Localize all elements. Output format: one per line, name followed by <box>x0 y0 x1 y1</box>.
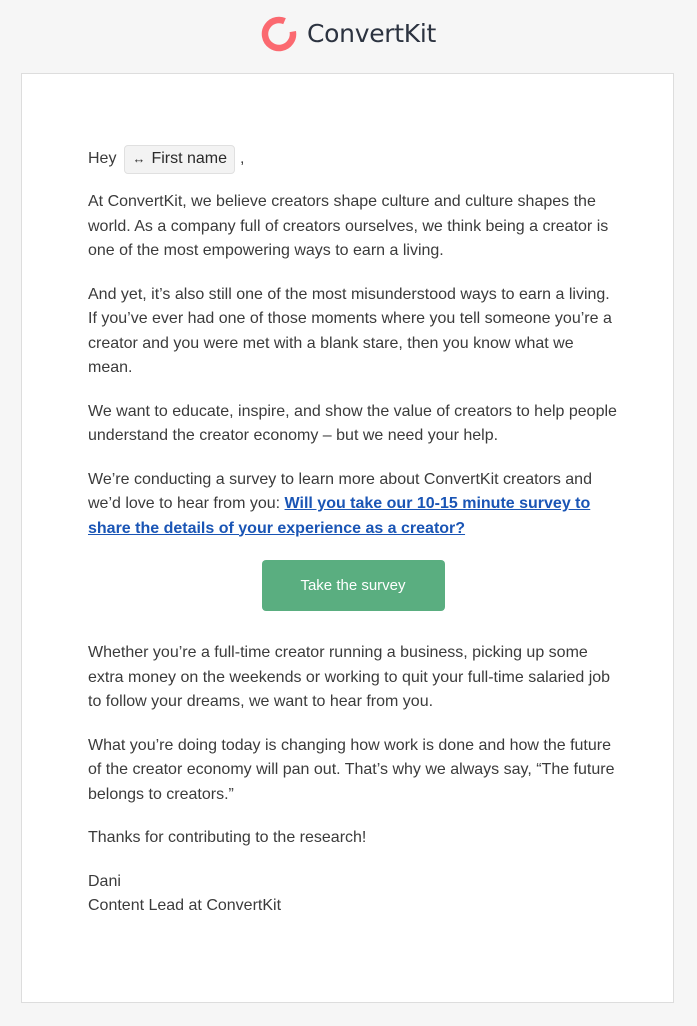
survey-paragraph-text: We’re conducting a survey to learn more about ConvertKit creators and we’d love to hear from you: <box>88 470 592 512</box>
greeting-prefix: Hey <box>88 149 117 167</box>
merge-tag-label: First name <box>151 149 228 167</box>
paragraph-survey <box>88 468 618 542</box>
greeting-suffix: , <box>240 149 245 167</box>
survey-link[interactable]: Will you take our 10-15 minute survey to share the details of your experience as a creator? <box>88 495 591 537</box>
signature-title: Content Lead at ConvertKit <box>88 897 282 914</box>
email-body <box>88 144 618 938</box>
email-card <box>21 73 674 1003</box>
header-logo[interactable] <box>0 16 697 52</box>
first-name-merge-tag[interactable] <box>124 145 235 174</box>
merge-tag-arrows-icon: ↔ <box>132 150 146 166</box>
paragraph-future: What you’re doing today is changing how work is done and how the future of the creator economy will pan out. That’s why we always say, “The future belongs to creators.” <box>88 736 615 803</box>
paragraph-intro: At ConvertKit, we believe creators shape culture and culture shapes the world. As a company full of creators ourselves, we think being a creator is one of the most empowering ways to earn a living. <box>88 193 609 259</box>
cta-container <box>88 560 618 611</box>
paragraph-misunderstood: And yet, it’s also still one of the most misunderstood ways to earn a living. If you’ve ever had one of those moments where you tell someone you’re a creator and you were met with a blank stare, then you know what we mean. <box>88 285 612 376</box>
convertkit-logo-icon <box>261 16 297 52</box>
greeting-line <box>88 144 618 174</box>
signature <box>88 870 618 919</box>
take-survey-button[interactable]: Take the survey <box>262 560 445 611</box>
paragraph-educate: We want to educate, inspire, and show the value of creators to help people understand the creator economy – but we need your help. <box>88 402 617 444</box>
paragraph-full-time: Whether you’re a full-time creator running a business, picking up some extra money on the weekends or working to quit your full-time salaried job to follow your dreams, we want to hear from you. <box>88 644 611 710</box>
signature-name: Dani <box>88 872 121 890</box>
paragraph-thanks: Thanks for contributing to the research! <box>88 829 367 846</box>
brand-name: ConvertKit <box>307 19 436 48</box>
